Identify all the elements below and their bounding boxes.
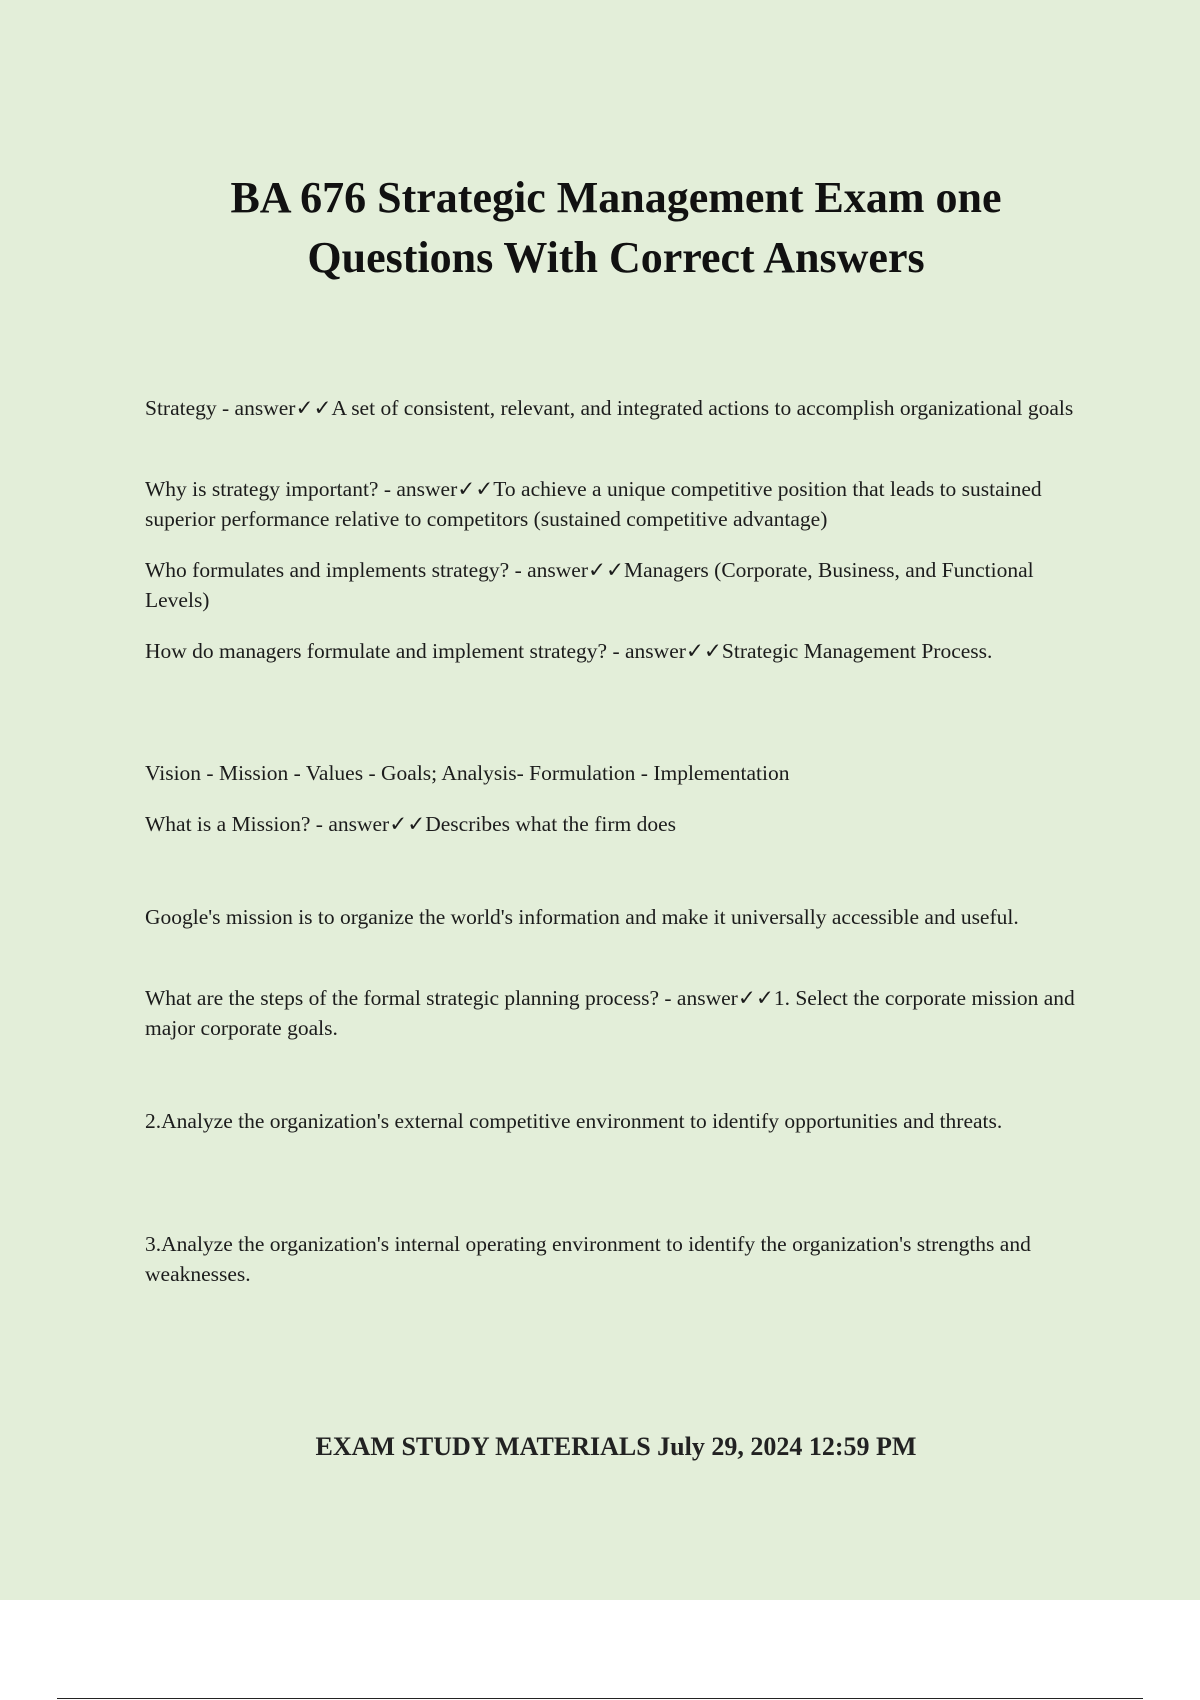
document-title: [0, 168, 1200, 288]
qa-strategy: Strategy - answer✓✓A set of consistent, relevant, and integrated actions to accomplish organizational goals: [145, 396, 1074, 420]
google-mission: Google's mission is to organize the world's information and make it universally accessible and useful.: [145, 905, 1019, 929]
qa-how-managers-formulate: How do managers formulate and implement strategy? - answer✓✓Strategic Management Process.: [145, 639, 993, 663]
step-external-analysis: 2.Analyze the organization's external competitive environment to identify opportunities and threats.: [145, 1109, 1003, 1133]
qa-why-strategy-important: Why is strategy important? - answer✓✓To achieve a unique competitive position that leads to sustained superior performance relative to competitors (sustained competitive advantage): [145, 477, 1042, 531]
process-steps-line: Vision - Mission - Values - Goals; Analysis- Formulation - Implementation: [145, 761, 790, 785]
qa-who-formulates-strategy: Who formulates and implements strategy? - answer✓✓Managers (Corporate, Business, and Functional Levels): [145, 558, 1034, 612]
footer-study-materials: EXAM STUDY MATERIALS July 29, 2024 12:59 PM: [315, 1432, 917, 1461]
bottom-divider: [57, 1698, 1143, 1699]
step-internal-analysis: 3.Analyze the organization's internal operating environment to identify the organization's strengths and weaknesses.: [145, 1232, 1031, 1286]
title-line-2: Questions With Correct Answers: [307, 233, 925, 282]
qa-planning-process-steps: What are the steps of the formal strategic planning process? - answer✓✓1. Select the corporate mission and major corporate goals.: [145, 986, 1075, 1040]
title-line-1: BA 676 Strategic Management Exam one: [230, 173, 1002, 222]
qa-what-is-mission: What is a Mission? - answer✓✓Describes what the firm does: [145, 812, 676, 836]
